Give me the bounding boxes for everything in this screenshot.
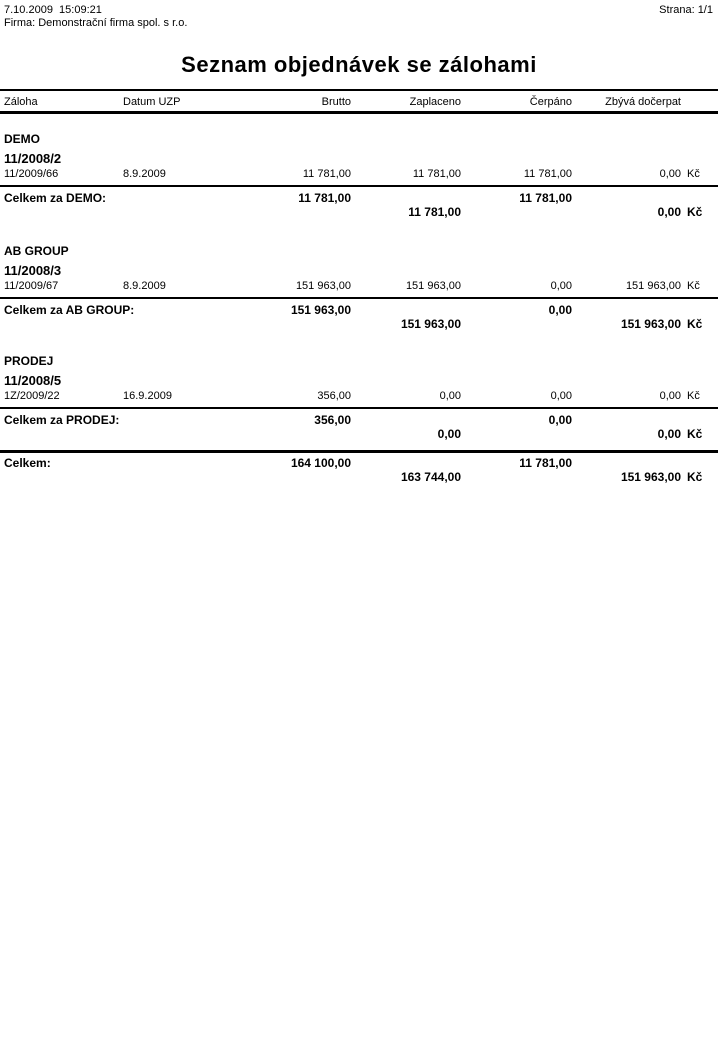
group-total-rule [0,185,718,187]
cell-zaloha: 1Z/2009/22 [4,390,60,402]
cell-zaplaceno: 11 781,00 [412,168,461,180]
group-total-line2 [0,427,718,441]
cell-brutto: 11 781,00 [302,168,351,180]
page-meta-row [0,0,718,17]
cell-datum-uzp: 8.9.2009 [123,168,166,180]
grand-total-line2 [0,470,718,484]
grand-total-zbyva: 151 963,00 [620,470,681,484]
cell-currency: Kč [687,168,700,180]
table-top-rule [0,89,718,91]
cell-datum-uzp: 8.9.2009 [123,280,166,292]
group-total-zbyva: 151 963,00 [620,317,681,331]
column-header-datum-uzp: Datum UZP [123,96,181,108]
group-total-brutto: 356,00 [314,413,351,427]
cell-cerpano: 0,00 [550,390,572,402]
group-total-currency: Kč [687,427,703,441]
cell-brutto: 151 963,00 [295,280,351,292]
cell-zaloha: 11/2009/67 [4,280,59,292]
group-total-zbyva: 0,00 [657,427,681,441]
group-total-line1 [0,191,718,205]
column-header-zaloha: Záloha [4,96,38,108]
cell-zbyva: 151 963,00 [625,280,681,292]
group-total-label: Celkem za AB GROUP: [4,303,135,317]
group-total-line2 [0,205,718,219]
grand-total-currency: Kč [687,470,703,484]
group-total-rule [0,407,718,409]
group-total-brutto: 151 963,00 [290,303,351,317]
cell-brutto: 356,00 [317,390,351,402]
column-header-cerpano: Čerpáno [529,96,572,108]
company-name: Firma: Demonstrační firma spol. s r.o. [4,17,188,29]
deposit-row [0,280,718,293]
column-header-zaplaceno: Zaplaceno [409,96,461,108]
cell-zaplaceno: 0,00 [439,390,461,402]
cell-zbyva: 0,00 [659,168,681,180]
group-total-cerpano: 11 781,00 [519,191,572,205]
deposit-row [0,390,718,403]
table-header-row [0,96,718,109]
cell-zbyva: 0,00 [659,390,681,402]
group-section-prodej [0,355,718,441]
group-name: DEMO [4,132,40,146]
group-name: PRODEJ [4,354,54,368]
cell-cerpano: 11 781,00 [523,168,572,180]
grand-total-brutto: 164 100,00 [290,456,351,470]
grand-total-rule [0,450,718,453]
cell-zaplaceno: 151 963,00 [405,280,461,292]
cell-zaloha: 11/2009/66 [4,168,59,180]
group-total-cerpano: 0,00 [548,413,572,427]
group-section-demo [0,133,718,219]
group-total-label: Celkem za PRODEJ: [4,413,120,427]
order-number: 11/2008/2 [4,151,62,166]
column-header-brutto: Brutto [321,96,351,108]
column-header-zbyva-docerpat: Zbývá dočerpat [605,96,681,108]
grand-total-line1 [0,456,718,470]
cell-cerpano: 0,00 [550,280,572,292]
group-total-rule [0,297,718,299]
company-row [0,17,718,30]
group-total-line1 [0,413,718,427]
table-header-rule [0,111,718,114]
group-total-zbyva: 0,00 [657,205,681,219]
cell-currency: Kč [687,280,700,292]
grand-total-label: Celkem: [4,456,51,470]
cell-currency: Kč [687,390,700,402]
group-total-brutto: 11 781,00 [298,191,351,205]
cell-datum-uzp: 16.9.2009 [123,390,172,402]
group-total-line2 [0,317,718,331]
group-total-zaplaceno: 151 963,00 [400,317,461,331]
group-total-line1 [0,303,718,317]
order-number: 11/2008/5 [4,373,62,388]
grand-total-cerpano: 11 781,00 [519,456,572,470]
page-number: Strana: 1/1 [659,4,713,16]
group-total-currency: Kč [687,205,703,219]
group-total-label: Celkem za DEMO: [4,191,107,205]
grand-total-zaplaceno: 163 744,00 [400,470,461,484]
group-total-cerpano: 0,00 [548,303,572,317]
group-section-ab-group [0,245,718,331]
group-name: AB GROUP [4,244,69,258]
group-total-currency: Kč [687,317,703,331]
report-title: Seznam objednávek se zálohami [181,52,537,77]
report-datetime: 7.10.2009 15:09:21 [4,4,102,16]
group-total-zaplaceno: 11 781,00 [408,205,461,219]
deposit-row [0,168,718,181]
group-total-zaplaceno: 0,00 [437,427,461,441]
order-number: 11/2008/3 [4,263,62,278]
